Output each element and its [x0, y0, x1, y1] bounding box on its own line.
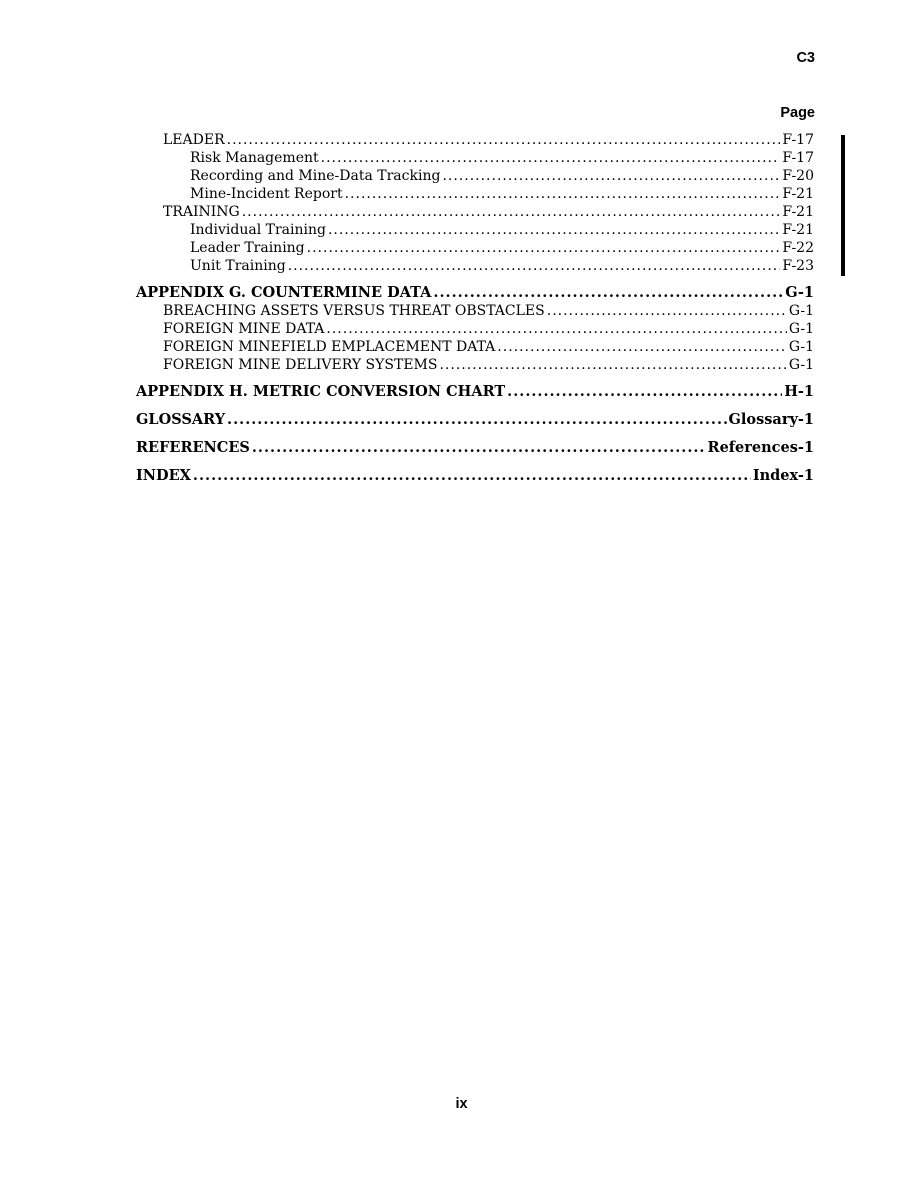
toc-entry-page: F-21	[782, 204, 814, 220]
leader-dots	[439, 356, 786, 374]
toc-entry	[136, 356, 814, 374]
toc-entry	[136, 338, 814, 356]
leader-dots	[507, 383, 782, 401]
leader-dots	[321, 149, 781, 167]
toc-entry-page: G-1	[785, 284, 814, 301]
toc-entry	[136, 149, 814, 167]
toc-entry-title: GLOSSARY	[136, 411, 226, 428]
leader-dots	[442, 167, 780, 185]
toc-entry-page: G-1	[788, 357, 814, 373]
toc-appendix-entry	[136, 383, 814, 401]
toc-entry-title: BREACHING ASSETS VERSUS THREAT OBSTACLES	[163, 303, 545, 319]
toc-entry	[136, 131, 814, 149]
toc-entry-page: F-20	[782, 168, 814, 184]
leader-dots	[326, 320, 787, 338]
toc-entry-page: F-22	[782, 240, 814, 256]
leader-dots	[288, 257, 781, 275]
toc-entry-page: G-1	[788, 303, 814, 319]
leader-dots	[193, 467, 751, 485]
toc-entry-title: Recording and Mine-Data Tracking	[190, 168, 441, 184]
toc-entry-title: TRAINING	[163, 204, 240, 220]
page-number: ix	[455, 1096, 468, 1112]
toc-entry-title: APPENDIX G. COUNTERMINE DATA	[136, 284, 432, 301]
toc-entry-page: H-1	[784, 383, 814, 400]
toc-entry-title: FOREIGN MINE DELIVERY SYSTEMS	[163, 357, 438, 373]
toc-entry-page: F-17	[782, 150, 814, 166]
toc-entry-page: F-21	[782, 222, 814, 238]
table-of-contents	[136, 131, 814, 485]
leader-dots	[227, 411, 726, 429]
toc-entry-page: References-1	[707, 439, 814, 456]
toc-entry	[136, 221, 814, 239]
toc-entry-page: Index-1	[752, 467, 814, 484]
toc-appendix-entry	[136, 284, 814, 302]
toc-entry-title: LEADER	[163, 132, 225, 148]
leader-dots	[252, 439, 706, 457]
toc-entry-page: Glossary-1	[728, 411, 814, 428]
toc-entry-title: Individual Training	[190, 222, 326, 238]
toc-entry-title: FOREIGN MINE DATA	[163, 321, 325, 337]
toc-entry-title: APPENDIX H. METRIC CONVERSION CHART	[136, 383, 506, 400]
toc-entry-page: F-17	[782, 132, 814, 148]
toc-entry-title: Risk Management	[190, 150, 319, 166]
toc-entry-page: F-23	[782, 258, 814, 274]
toc-references-entry	[136, 439, 814, 457]
toc-entry	[136, 203, 814, 221]
toc-entry	[136, 320, 814, 338]
toc-entry-title: Mine-Incident Report	[190, 186, 343, 202]
leader-dots	[328, 221, 780, 239]
leader-dots	[547, 302, 787, 320]
toc-entry-title: INDEX	[136, 467, 191, 484]
change-bar	[841, 135, 845, 276]
page-column-heading: Page	[780, 105, 815, 121]
leader-dots	[433, 284, 783, 302]
toc-entry	[136, 167, 814, 185]
toc-entry-page: F-21	[782, 186, 814, 202]
toc-entry	[136, 302, 814, 320]
toc-entry	[136, 239, 814, 257]
toc-entry-page: G-1	[788, 339, 814, 355]
leader-dots	[497, 338, 787, 356]
toc-entry-title: REFERENCES	[136, 439, 250, 456]
toc-entry	[136, 257, 814, 275]
toc-glossary-entry	[136, 411, 814, 429]
leader-dots	[307, 239, 781, 257]
toc-entry-title: Leader Training	[190, 240, 305, 256]
toc-entry-page: G-1	[788, 321, 814, 337]
leader-dots	[345, 185, 781, 203]
toc-entry	[136, 185, 814, 203]
toc-index-entry	[136, 467, 814, 485]
change-number: C3	[796, 50, 815, 66]
toc-entry-title: Unit Training	[190, 258, 286, 274]
toc-entry-title: FOREIGN MINEFIELD EMPLACEMENT DATA	[163, 339, 496, 355]
leader-dots	[227, 131, 781, 149]
leader-dots	[242, 203, 781, 221]
